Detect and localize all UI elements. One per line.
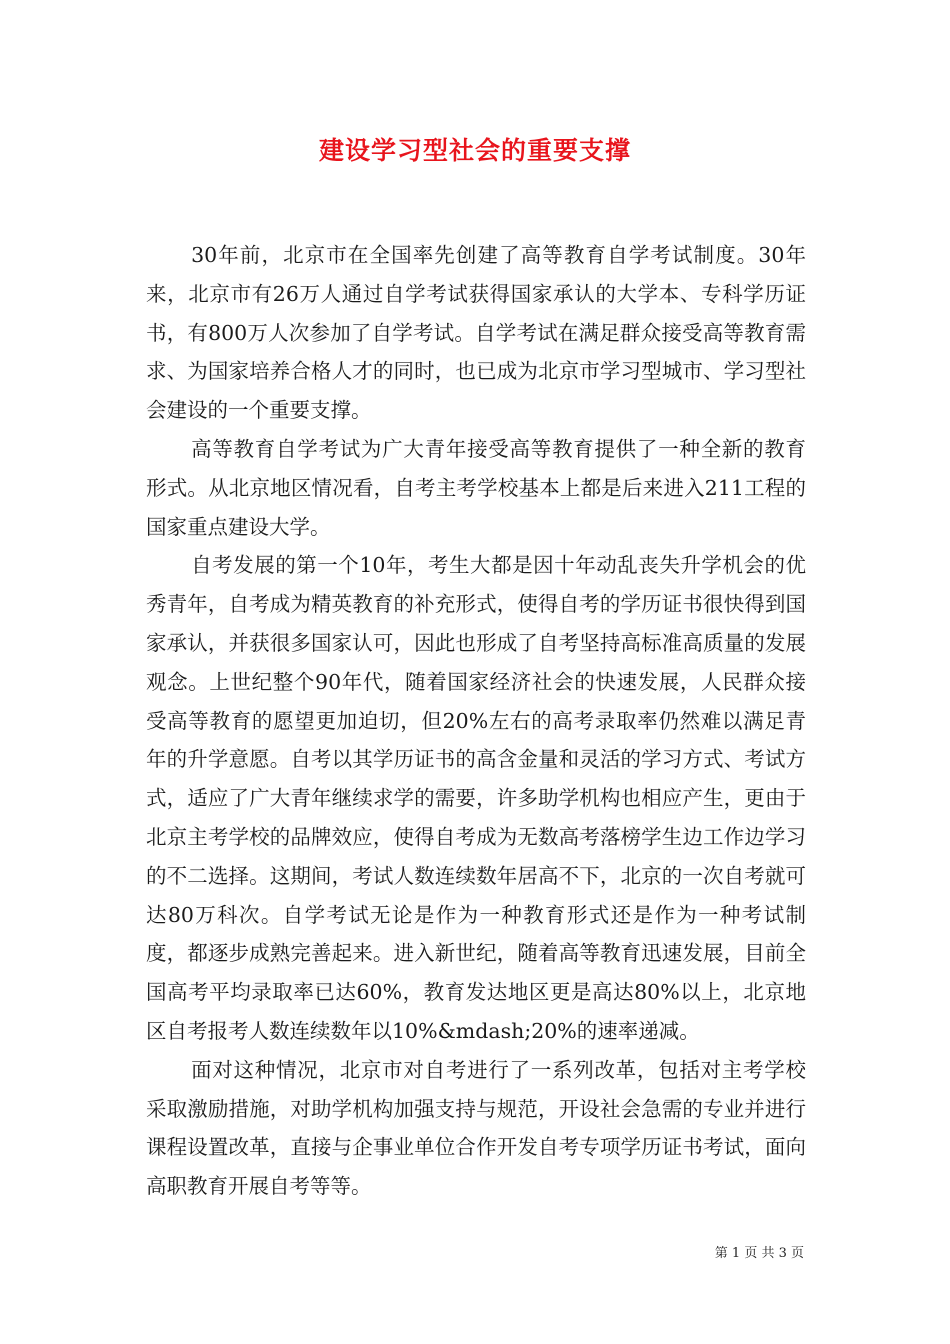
document-title: 建设学习型社会的重要支撑 (318, 136, 631, 165)
paragraph-4: 面对这种情况，北京市对自考进行了一系列改革，包括对主考学校采取激励措施，对助学机构加强支持与规范，开设社会急需的专业并进行课程设置改革，直接与企事业单位合作开发自考专项学历证书考试，面向高职教育开展自考等等。 (146, 1057, 806, 1199)
paragraph-2: 高等教育自学考试为广大青年接受高等教育提供了一种全新的教育形式。从北京地区情况看，自考主考学校基本上都是后来进入211工程的国家重点建设大学。 (146, 436, 806, 539)
paragraph-1: 30年前，北京市在全国率先创建了高等教育自学考试制度。30年来，北京市有26万人通过自学考试获得国家承认的大学本、专科学历证书，有800万人次参加了自学考试。自学考试在满足群众接受高等教育需求、为国家培养合格人才的同时，也已成为北京市学习型城市、学习型社会建设的一个重要支撑。 (146, 243, 806, 423)
document-body (146, 236, 806, 1206)
page-number-footer: 第 1 页 共 3 页 (714, 1246, 804, 1261)
paragraph-3: 自考发展的第一个10年，考生大都是因十年动乱丧失升学机会的优秀青年，自考成为精英教育的补充形式，使得自考的学历证书很快得到国家承认，并获很多国家认可，因此也形成了自考坚持高标准高质量的发展观念。上世纪整个90年代，随着国家经济社会的快速发展，人民群众接受高等教育的愿望更加迫切，但20%左右的高考录取率仍然难以满足青年的升学意愿。自考以其学历证书的高含金量和灵活的学习方式、考试方式，适应了广大青年继续求学的需要，许多助学机构也相应产生，更由于北京主考学校的品牌效应，使得自考成为无数高考落榜学生边工作边学习的不二选择。这期间，考试人数连续数年居高不下，北京的一次自考就可达80万科次。自学考试无论是作为一种教育形式还是作为一种考试制度，都逐步成熟完善起来。进入新世纪，随着高等教育迅速发展，目前全国高考平均录取率已达60%，教育发达地区更是高达80%以上，北京地区自考报考人数连续数年以10%&mdash;20%的速率递减。 (146, 553, 806, 1043)
